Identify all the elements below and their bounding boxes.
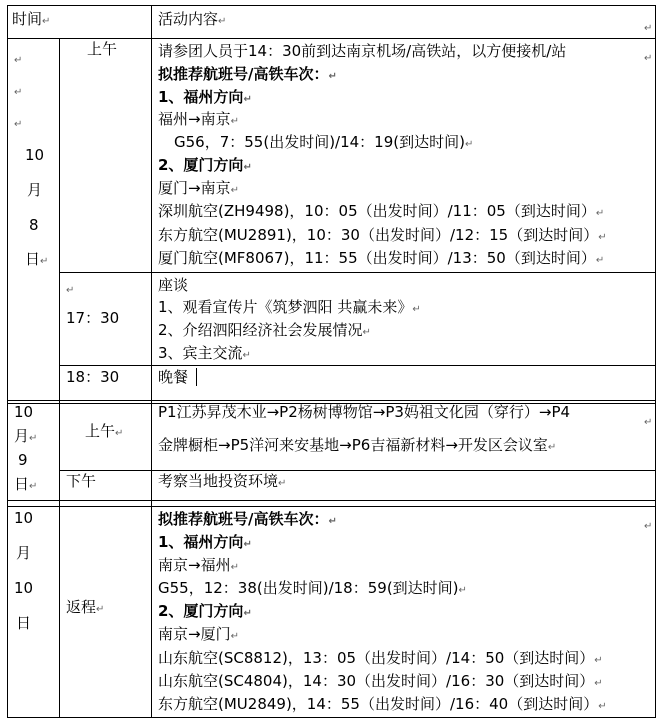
day2-afternoon-divider bbox=[59, 470, 656, 471]
day1-date-day-char: 日↵ bbox=[25, 250, 49, 268]
date-column-divider bbox=[59, 38, 60, 718]
header-content: 活动内容↵ bbox=[158, 10, 227, 28]
day3-line: 山东航空(SC8812)，13：05（出发时间）/14：50（到达时间）↵ bbox=[158, 649, 603, 667]
day1-empty-para-mark: ↵ bbox=[14, 55, 23, 66]
day3-line: 南京→福州↵ bbox=[158, 556, 239, 574]
day1-afternoon-line: 1、观看宣传片《筑梦泗阳 共赢未来》↵ bbox=[158, 298, 421, 316]
day1-afternoon-line: 2、介绍泗阳经济社会发展情况↵ bbox=[158, 321, 371, 339]
day1-morning-line: 1、福州方向↵ bbox=[158, 88, 252, 106]
day1-morning-divider bbox=[59, 272, 656, 273]
table-left-border bbox=[7, 5, 8, 718]
day3-label: 返程↵ bbox=[66, 598, 105, 616]
day3-date-month-char: 月 bbox=[16, 544, 32, 562]
day2-date-month-char: 月↵ bbox=[14, 427, 38, 445]
day1-empty-para-mark: ↵ bbox=[14, 87, 23, 98]
day3-line: 拟推荐航班号/高铁车次：↵ bbox=[158, 510, 337, 528]
day3-date-day-number: 10 bbox=[14, 579, 34, 597]
day2-morning-line: 金牌橱柜→P5洋河来安基地→P6吉福新材料→开发区会议室↵ bbox=[158, 436, 557, 454]
day1-afternoon-line: 座谈 bbox=[158, 276, 189, 294]
day2-date-day-char: 日↵ bbox=[14, 475, 38, 493]
row-end-mark: ↵ bbox=[644, 417, 653, 428]
day3-date-day-char: 日 bbox=[16, 614, 32, 632]
row-end-mark: ↵ bbox=[644, 53, 653, 64]
day2-date-day-number: 9 bbox=[18, 451, 28, 469]
day3-line: 东方航空(MU2849)，14：55（出发时间）/16：40（到达时间）↵ bbox=[158, 695, 607, 713]
day2-date-month-number: 10 bbox=[14, 403, 34, 421]
text-cursor bbox=[196, 368, 197, 386]
day2-afternoon-label: 下午 bbox=[66, 472, 97, 490]
day2-bottom-border bbox=[7, 500, 656, 501]
day1-morning-line: 请参团人员于14：30前到达南京机场/高铁站，以方便接机/站 bbox=[158, 42, 567, 60]
header-end-mark: ↵ bbox=[644, 23, 653, 34]
day2-afternoon-text: 考察当地投资环境↵ bbox=[158, 472, 287, 490]
day1-evening-label: 18：30 bbox=[66, 368, 120, 386]
day1-date-day-number: 8 bbox=[29, 216, 39, 234]
day3-line: G55，12：38(出发时间)/18：59(到达时间)↵ bbox=[158, 579, 467, 597]
day1-morning-line: 厦门航空(MF8067)，11：55（出发时间）/13：50（到达时间）↵ bbox=[158, 249, 605, 267]
day3-line: 山东航空(SC4804)，14：30（出发时间）/16：30（到达时间）↵ bbox=[158, 672, 603, 690]
day1-afternoon-empty-mark: ↵ bbox=[66, 285, 75, 296]
day3-line: 南京→厦门↵ bbox=[158, 625, 239, 643]
day1-morning-line: G56，7：55(出发时间)/14：19(到达时间)↵ bbox=[174, 133, 474, 151]
day2-morning-line: P1江苏昇茂木业→P2杨树博物馆→P3妈祖文化园（穿行）→P4 bbox=[158, 403, 571, 421]
day1-afternoon-divider bbox=[59, 365, 656, 366]
table-top-border bbox=[7, 5, 656, 6]
day1-evening-text: 晚餐 bbox=[158, 368, 189, 386]
day3-divider bbox=[7, 506, 656, 507]
day1-morning-line: 2、厦门方向↵ bbox=[158, 156, 252, 174]
day1-date-month-char: 月 bbox=[27, 181, 43, 199]
day2-morning-label: 上午↵ bbox=[85, 422, 124, 440]
day3-date-month-number: 10 bbox=[14, 509, 34, 527]
day1-morning-line: 福州→南京↵ bbox=[158, 110, 239, 128]
day1-morning-line: 厦门→南京↵ bbox=[158, 179, 239, 197]
day3-line: 2、厦门方向↵ bbox=[158, 602, 252, 620]
day1-empty-para-mark: ↵ bbox=[14, 119, 23, 130]
day1-morning-label: 上午 bbox=[87, 40, 118, 58]
day1-afternoon-label: 17：30 bbox=[66, 309, 120, 327]
day1-morning-line: 拟推荐航班号/高铁车次：↵ bbox=[158, 65, 337, 83]
time-content-divider bbox=[151, 5, 152, 718]
day1-morning-line: 深圳航空(ZH9498)，10：05（出发时间）/11：05（到达时间）↵ bbox=[158, 202, 605, 220]
day1-afternoon-line: 3、宾主交流↵ bbox=[158, 344, 251, 362]
table-right-border bbox=[655, 5, 656, 718]
row-end-mark: ↵ bbox=[644, 521, 653, 532]
day1-date-month-number: 10 bbox=[25, 146, 45, 164]
day3-line: 1、福州方向↵ bbox=[158, 533, 252, 551]
day1-morning-line: 东方航空(MU2891)，10：30（出发时间）/12：15（到达时间）↵ bbox=[158, 226, 607, 244]
header-time: 时间↵ bbox=[12, 10, 51, 28]
